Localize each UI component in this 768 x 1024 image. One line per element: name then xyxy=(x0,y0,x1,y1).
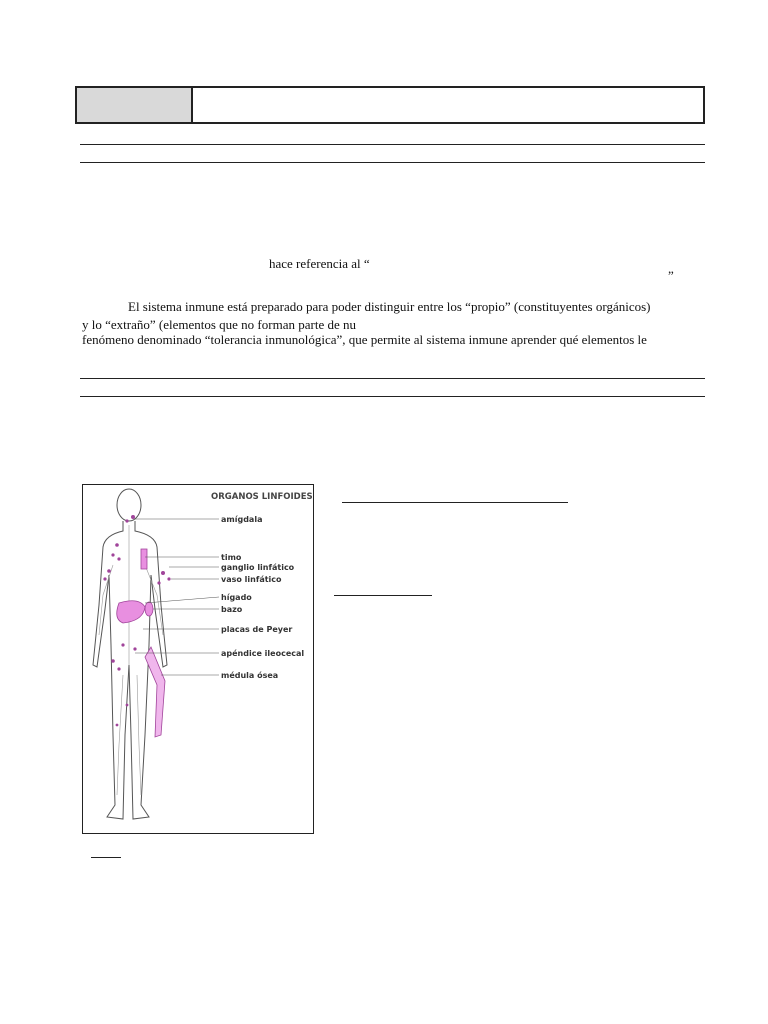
mid-rule-1 xyxy=(80,378,705,379)
paragraph-line-2: y lo “extraño” (elementos que no forman parte de nu xyxy=(82,317,356,332)
paragraph-line-1: El sistema inmune está preparado para poder distinguir entre los “propio” (constituyentes orgánicos) xyxy=(128,299,651,314)
paragraph-line-3: fenómeno denominado “tolerancia inmunológica”, que permite al sistema inmune aprender qué elementos le xyxy=(82,332,647,347)
label-amigdala: amígdala xyxy=(221,515,263,524)
thymus-shape xyxy=(141,549,147,569)
liver-shape xyxy=(117,601,145,623)
label-timo: timo xyxy=(221,553,242,562)
caption-underline xyxy=(91,857,121,858)
body-diagram xyxy=(83,485,313,833)
figure-title: ORGANOS LINFOIDES xyxy=(211,492,313,502)
label-apendice: apéndice ileocecal xyxy=(221,649,305,658)
intro-quote-close: ” xyxy=(668,268,674,283)
label-vaso: vaso linfático xyxy=(221,575,282,584)
label-ganglio: ganglio linfático xyxy=(221,563,295,572)
lymphoid-organs-figure xyxy=(82,484,314,834)
header-cell-label xyxy=(77,88,193,122)
blank-line-2 xyxy=(334,595,432,596)
label-higado: hígado xyxy=(221,593,252,602)
blank-line-1 xyxy=(342,502,568,503)
intro-line: hace referencia al “ xyxy=(269,256,370,271)
header-table xyxy=(75,86,705,124)
top-rule-1 xyxy=(80,144,705,145)
spleen-shape xyxy=(145,602,153,616)
header-cell-title xyxy=(193,88,703,122)
label-bazo: bazo xyxy=(221,605,243,614)
top-rule-2 xyxy=(80,162,705,163)
mid-rule-2 xyxy=(80,396,705,397)
label-medula: médula ósea xyxy=(221,671,279,680)
label-peyer: placas de Peyer xyxy=(221,625,293,634)
